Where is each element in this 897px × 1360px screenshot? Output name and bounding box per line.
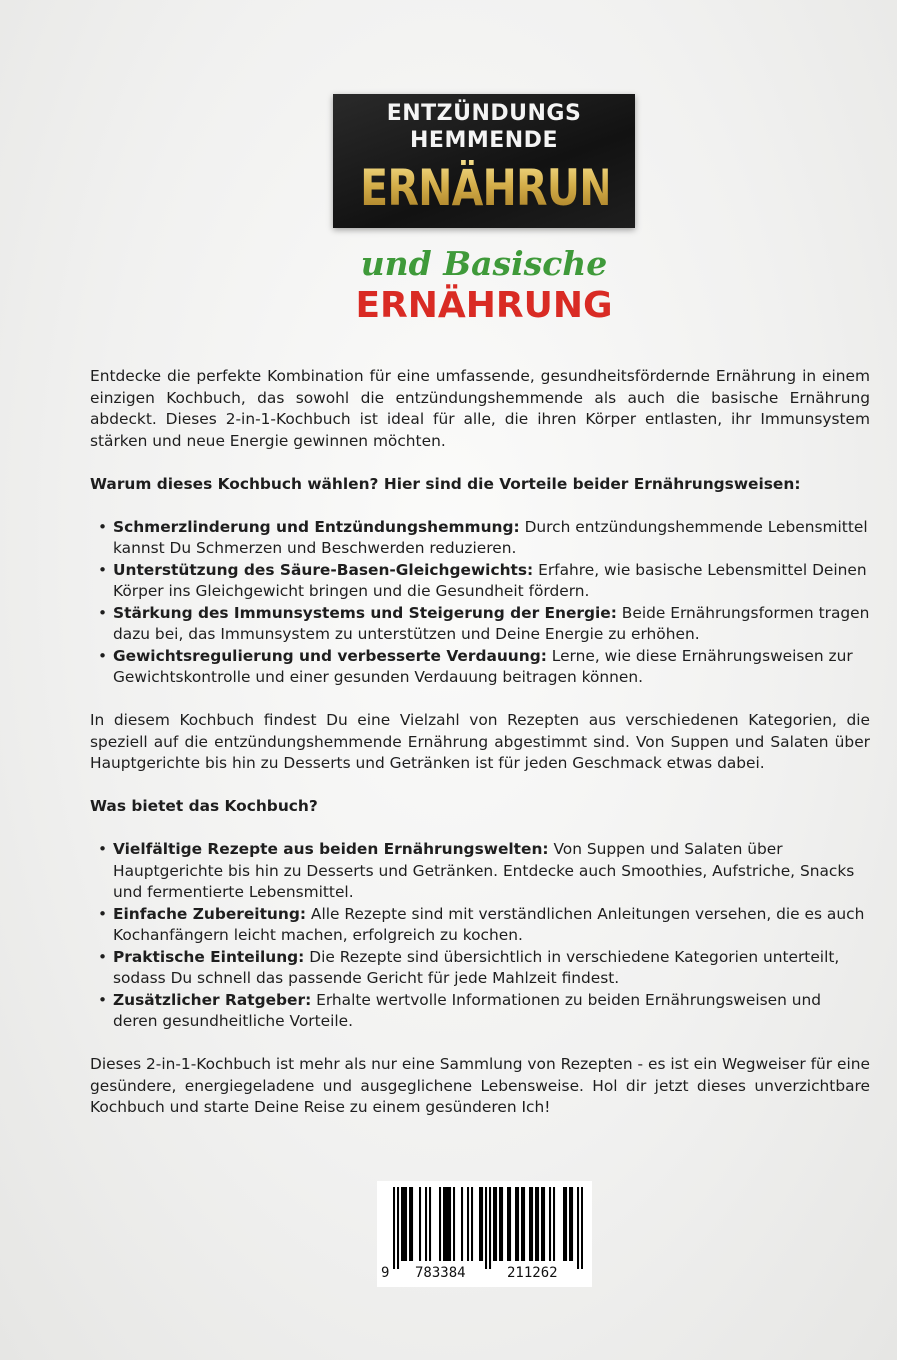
- middle-paragraph: In diesem Kochbuch findest Du eine Vielzahl von Rezepten aus verschiedenen Kategorien, die speziell auf die entzündungshemmende Ernährung abgestimmt sind. Von Suppen und Salaten über Hauptgerichte bis hin zu Desserts und Getränken ist für jeden Geschmack etwas dabei.: [90, 711, 870, 772]
- title-line1: ENTZÜNDUNGS: [386, 101, 582, 126]
- section2-list: [90, 839, 870, 1033]
- barcode-bar: [515, 1187, 517, 1261]
- barcode-bar: [481, 1187, 483, 1261]
- barcode-bar: [425, 1187, 427, 1261]
- barcode-bar: [507, 1187, 509, 1261]
- title-line3: ERNÄHRUNG: [360, 159, 646, 217]
- back-cover-text: [90, 366, 870, 1119]
- barcode-bar: [401, 1187, 403, 1261]
- subtitle-red: ERNÄHRUNG: [355, 285, 613, 326]
- list-item: • Unterstützung des Säure-Basen-Gleichgewichts: Erfahre, wie basische Lebensmittel Deinen Körper ins Gleichgewicht bringen und die Gesundheit fördern.: [98, 560, 867, 600]
- barcode-bar: [535, 1187, 537, 1261]
- section1-heading: Warum dieses Kochbuch wählen? Hier sind die Vorteile beider Ernährungsweisen:: [90, 474, 801, 493]
- barcode-bar: [445, 1187, 447, 1261]
- barcode-bars: [393, 1187, 583, 1269]
- barcode-bar: [543, 1187, 545, 1261]
- section1-list: [90, 517, 870, 689]
- barcode-group1: 783384: [415, 1265, 466, 1281]
- list-item: • Stärkung des Immunsystems und Steigerung der Energie: Beide Ernährungsformen tragen dazu bei, das Immunsystem zu unterstützen und Deine Energie zu erhöhen.: [98, 603, 870, 643]
- barcode-bar: [577, 1187, 579, 1269]
- list-item: • Zusätzlicher Ratgeber: Erhalte wertvolle Informationen zu beiden Ernährungsweisen und deren gesundheitliche Vorteile.: [98, 990, 822, 1030]
- list-item: • Praktische Einteilung: Die Rezepte sind übersichtlich in verschiedene Kategorien unterteilt, sodass Du schnell das passende Gericht für jede Mahlzeit findest.: [98, 947, 840, 987]
- barcode-bar: [565, 1187, 567, 1261]
- barcode-bar: [541, 1187, 543, 1261]
- barcode-bar: [397, 1187, 399, 1269]
- barcode-bar: [443, 1187, 445, 1261]
- barcode-bar: [499, 1187, 501, 1261]
- barcode-bar: [501, 1187, 503, 1261]
- title-box: [333, 94, 646, 228]
- barcode-bar: [537, 1187, 539, 1261]
- title-line2: HEMMENDE: [410, 128, 558, 153]
- barcode-bar: [429, 1187, 431, 1261]
- barcode-bar: [581, 1187, 583, 1269]
- barcode-bar: [471, 1187, 473, 1261]
- barcode-bar: [529, 1187, 531, 1261]
- barcode-bar: [439, 1187, 441, 1261]
- subtitle-script: und Basische: [360, 244, 608, 283]
- barcode-bar: [569, 1187, 571, 1261]
- barcode: [377, 1181, 592, 1287]
- closing-paragraph: Dieses 2-in-1-Kochbuch ist mehr als nur eine Sammlung von Rezepten - es ist ein Wegweiser für eine gesündere, energiegeladene und ausgeglichene Lebensweise. Hol dir jetzt dieses unverzichtbare Kochbuch und starte Deine Reise zu einem gesünderen Ich!: [90, 1055, 870, 1116]
- barcode-bar: [405, 1187, 407, 1261]
- intro-paragraph: Entdecke die perfekte Kombination für eine umfassende, gesundheitsfördernde Ernährung in einem einzigen Kochbuch, das sowohl die entzündungshemmende als auch die basische Ernährung abdeckt. Dieses 2-in-1-Kochbuch ist ideal für alle, die ihren Körper entlasten, ihr Immunsystem stärken und neue Energie gewinnen möchten.: [90, 367, 870, 450]
- barcode-bar: [517, 1187, 519, 1261]
- section2-heading: Was bietet das Kochbuch?: [90, 797, 318, 815]
- list-item: • Vielfältige Rezepte aus beiden Ernährungswelten: Von Suppen und Salaten über Hauptgerichte bis hin zu Desserts und Getränken. Entdecke auch Smoothies, Aufstriche, Snacks und fermentierte Lebensmittel.: [98, 840, 855, 901]
- barcode-bar: [403, 1187, 405, 1261]
- title-top: [333, 100, 635, 154]
- list-item: • Schmerzlinderung und Entzündungshemmung: Durch entzündungshemmende Lebensmittel kannst Du Schmerzen und Beschwerden reduzieren.: [98, 517, 868, 557]
- barcode-bar: [485, 1187, 487, 1269]
- barcode-bar: [493, 1187, 495, 1261]
- list-item: • Gewichtsregulierung und verbesserte Verdauung: Lerne, wie diese Ernährungsweisen zur Gewichtskontrolle und einer gesunden Verdauung beitragen können.: [98, 646, 853, 686]
- barcode-bar: [531, 1187, 533, 1261]
- barcode-bar: [449, 1187, 451, 1261]
- barcode-bar: [467, 1187, 469, 1261]
- barcode-bar: [571, 1187, 573, 1261]
- list-item: • Einfache Zubereitung: Alle Rezepte sind mit verständlichen Anleitungen versehen, die es auch Kochanfängern leicht machen, erfolgreich zu kochen.: [98, 904, 865, 944]
- barcode-bar: [553, 1187, 555, 1261]
- barcode-bar: [509, 1187, 511, 1261]
- barcode-bar: [409, 1187, 411, 1261]
- barcode-group2: 211262: [507, 1265, 558, 1281]
- barcode-bar: [521, 1187, 523, 1261]
- barcode-bar: [523, 1187, 525, 1261]
- barcode-bar: [461, 1187, 463, 1261]
- barcode-bar: [479, 1187, 481, 1261]
- barcode-bar: [563, 1187, 565, 1261]
- barcode-bar: [411, 1187, 413, 1261]
- barcode-bar: [393, 1187, 395, 1269]
- barcode-bar: [489, 1187, 491, 1269]
- barcode-bar: [495, 1187, 497, 1261]
- barcode-bar: [453, 1187, 455, 1261]
- barcode-bar: [549, 1187, 551, 1261]
- barcode-bar: [419, 1187, 421, 1261]
- barcode-bar: [447, 1187, 449, 1261]
- barcode-digit-first: 9: [381, 1265, 390, 1281]
